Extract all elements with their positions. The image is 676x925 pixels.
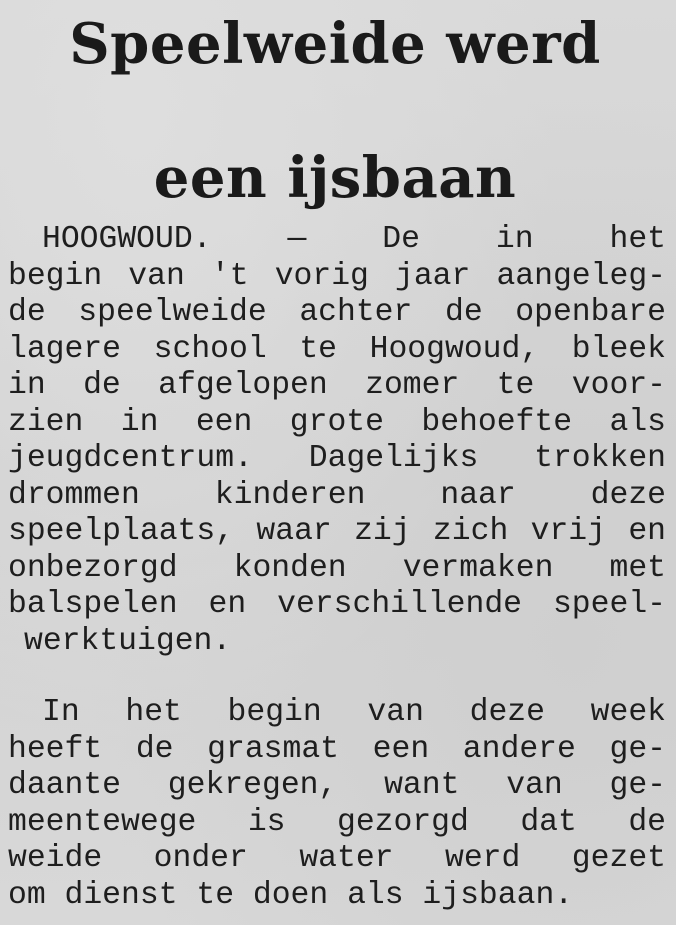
paragraph-1	[8, 222, 666, 660]
text-line: weide onder water werd gezet	[8, 841, 666, 876]
text-line: heeft de grasmat een andere ge-	[8, 731, 666, 767]
text-line: HOOGWOUD. — De in het	[42, 222, 666, 257]
text-line: in de afgelopen zomer te voor-	[8, 368, 666, 403]
headline-line-2: een ijsbaan	[153, 145, 517, 211]
text-line: werktuigen.	[24, 623, 232, 659]
text-line: jeugdcentrum. Dagelijks trokken	[8, 441, 666, 476]
text-line: meentewege is gezorgd dat de	[8, 804, 666, 840]
text-line: balspelen en verschillende speel-	[8, 587, 666, 622]
text-line: zien in een grote behoefte als	[8, 404, 666, 440]
text-line: In het begin van deze week	[42, 695, 666, 730]
text-line: de speelweide achter de openbare	[8, 295, 666, 330]
text-line: onbezorgd konden vermaken met	[8, 550, 666, 586]
text-line: begin van 't vorig jaar aangeleg-	[8, 258, 666, 294]
text-line: om dienst te doen als ijsbaan.	[8, 877, 574, 913]
text-line: daante gekregen, want van ge-	[8, 768, 666, 803]
text-line: lagere school te Hoogwoud, bleek	[8, 331, 666, 367]
headline	[8, 0, 662, 224]
headline-line-1: Speelweide werd	[69, 11, 601, 77]
text-line: drommen kinderen naar deze	[8, 477, 666, 513]
article-body	[8, 222, 666, 914]
paragraph-2	[8, 695, 666, 914]
text-line: speelplaats, waar zij zich vrij en	[8, 514, 666, 549]
